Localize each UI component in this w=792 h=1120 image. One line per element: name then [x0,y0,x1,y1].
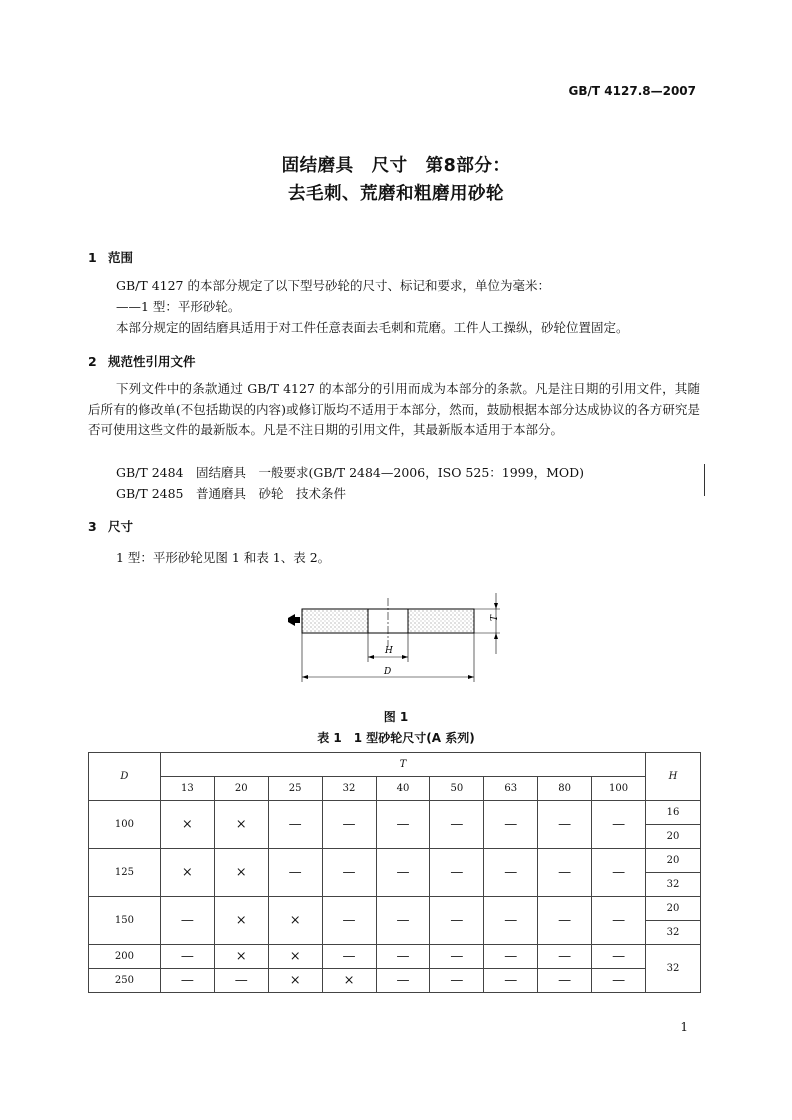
table-cell: × [214,945,268,969]
section-1-title: 范围 [108,250,134,265]
table-cell: — [592,969,646,993]
figure-caption: 图 1 [383,710,409,724]
table-cell: — [484,801,538,849]
table-row [89,945,701,969]
h-value: 20 [646,849,701,873]
t-value: 100 [592,777,646,801]
table-cell: — [538,969,592,993]
table-cell: — [268,801,322,849]
t-value: 40 [376,777,430,801]
table-cell: × [214,801,268,849]
t-value: 80 [538,777,592,801]
label-d: D [384,667,392,677]
wheel-section-drawing [282,590,512,686]
label-t: T [490,614,500,621]
table-cell: × [214,897,268,945]
table-cell: — [430,969,484,993]
header-h: H [646,753,701,801]
header-d: D [89,753,161,801]
table-caption: 表 1 1 型砂轮尺寸(A 系列) [317,731,475,745]
table-cell: — [484,849,538,897]
t-value: 25 [268,777,322,801]
table-cell: — [484,969,538,993]
table-cell: — [268,849,322,897]
table-cell: — [538,945,592,969]
section-2-paragraph: 下列文件中的条款通过 GB/T 4127 的本部分的引用而成为本部分的条款。凡是注日期的引用文件，其随后所有的修改单(不包括勘误的内容)或修订版均不适用于本部分，然而，鼓励根据本部分达成协议的各方研究是否可使用这些文件的最新版本。凡是不注日期的引用文件，其最新版本适用于本部分。 [88,381,700,437]
table-cell: × [160,801,214,849]
table-cell: — [430,945,484,969]
table-cell: — [592,897,646,945]
section-1-p1: GB/T 4127 的本部分规定了以下型号砂轮的尺寸、标记和要求，单位为毫米： [116,278,550,293]
table-cell: — [322,849,376,897]
table-cell: — [592,801,646,849]
label-h: H [385,646,393,656]
table-cell: — [376,969,430,993]
section-3-p1: 1 型：平形砂轮见图 1 和表 1、表 2。 [116,550,331,565]
table-cell: — [592,945,646,969]
table-cell: — [484,945,538,969]
d-value: 250 [89,969,161,993]
table-cell: — [592,849,646,897]
table-cell: × [268,897,322,945]
d-value: 200 [89,945,161,969]
header-t: T [160,753,645,777]
table-cell: — [376,945,430,969]
h-value: 16 [646,801,701,825]
section-1-p3: 本部分规定的固结磨具适用于对工件任意表面去毛刺和荒磨。工件人工操纵，砂轮位置固定。 [116,320,629,335]
wheel-left-section [302,609,368,633]
t-value: 13 [160,777,214,801]
table-cell: × [268,969,322,993]
t-value: 32 [322,777,376,801]
table-cell: — [376,801,430,849]
h-value: 32 [646,945,701,993]
d-value: 100 [89,801,161,849]
table-cell: — [160,897,214,945]
wheel-right-section [408,609,474,633]
section-1-number: 1 [88,250,97,265]
table-cell: — [430,801,484,849]
table-cell: — [376,849,430,897]
section-2-heading [88,352,196,370]
table-cell: — [322,897,376,945]
section-3-heading [88,517,133,535]
table-row [89,849,701,873]
table-row [89,897,701,921]
table-cell: — [322,945,376,969]
standard-number: GB/T 4127.8—2007 [568,84,696,98]
dimensions-table [88,752,701,993]
d-value: 150 [89,897,161,945]
section-1-heading [88,248,133,266]
t-value: 20 [214,777,268,801]
table-cell: — [430,849,484,897]
section-3-title: 尺寸 [108,519,134,534]
table-cell: — [430,897,484,945]
table-cell: — [484,897,538,945]
table-cell: — [538,801,592,849]
t-value: 50 [430,777,484,801]
table-cell: — [160,945,214,969]
h-value: 20 [646,897,701,921]
section-1-p2: ——1 型：平形砂轮。 [116,299,241,314]
table-cell: — [538,897,592,945]
table-cell: × [160,849,214,897]
margin-change-bar [704,464,705,496]
d-value: 125 [89,849,161,897]
direction-arrow-icon [288,614,300,626]
t-value: 63 [484,777,538,801]
t-values-row [89,777,701,801]
table-cell: × [268,945,322,969]
table-cell: — [214,969,268,993]
h-value: 32 [646,873,701,897]
table-cell: — [376,897,430,945]
doc-title-line2: 去毛刺、荒磨和粗磨用砂轮 [288,184,504,204]
h-value: 32 [646,921,701,945]
table-cell: — [538,849,592,897]
section-2-number: 2 [88,354,97,369]
table-cell: × [322,969,376,993]
section-2-title: 规范性引用文件 [108,354,196,369]
table-row [89,801,701,825]
table-cell: — [322,801,376,849]
section-3-number: 3 [88,519,97,534]
page-number: 1 [680,1020,688,1034]
reference-gbt-2484: GB/T 2484 固结磨具 一般要求(GB/T 2484—2006，ISO 525：1999，MOD) [116,465,585,480]
doc-title-line1: 固结磨具 尺寸 第8部分： [281,156,511,176]
table-cell: — [160,969,214,993]
h-value: 20 [646,825,701,849]
table-row [89,969,701,993]
reference-gbt-2485: GB/T 2485 普通磨具 砂轮 技术条件 [116,486,347,501]
table-cell: × [214,849,268,897]
